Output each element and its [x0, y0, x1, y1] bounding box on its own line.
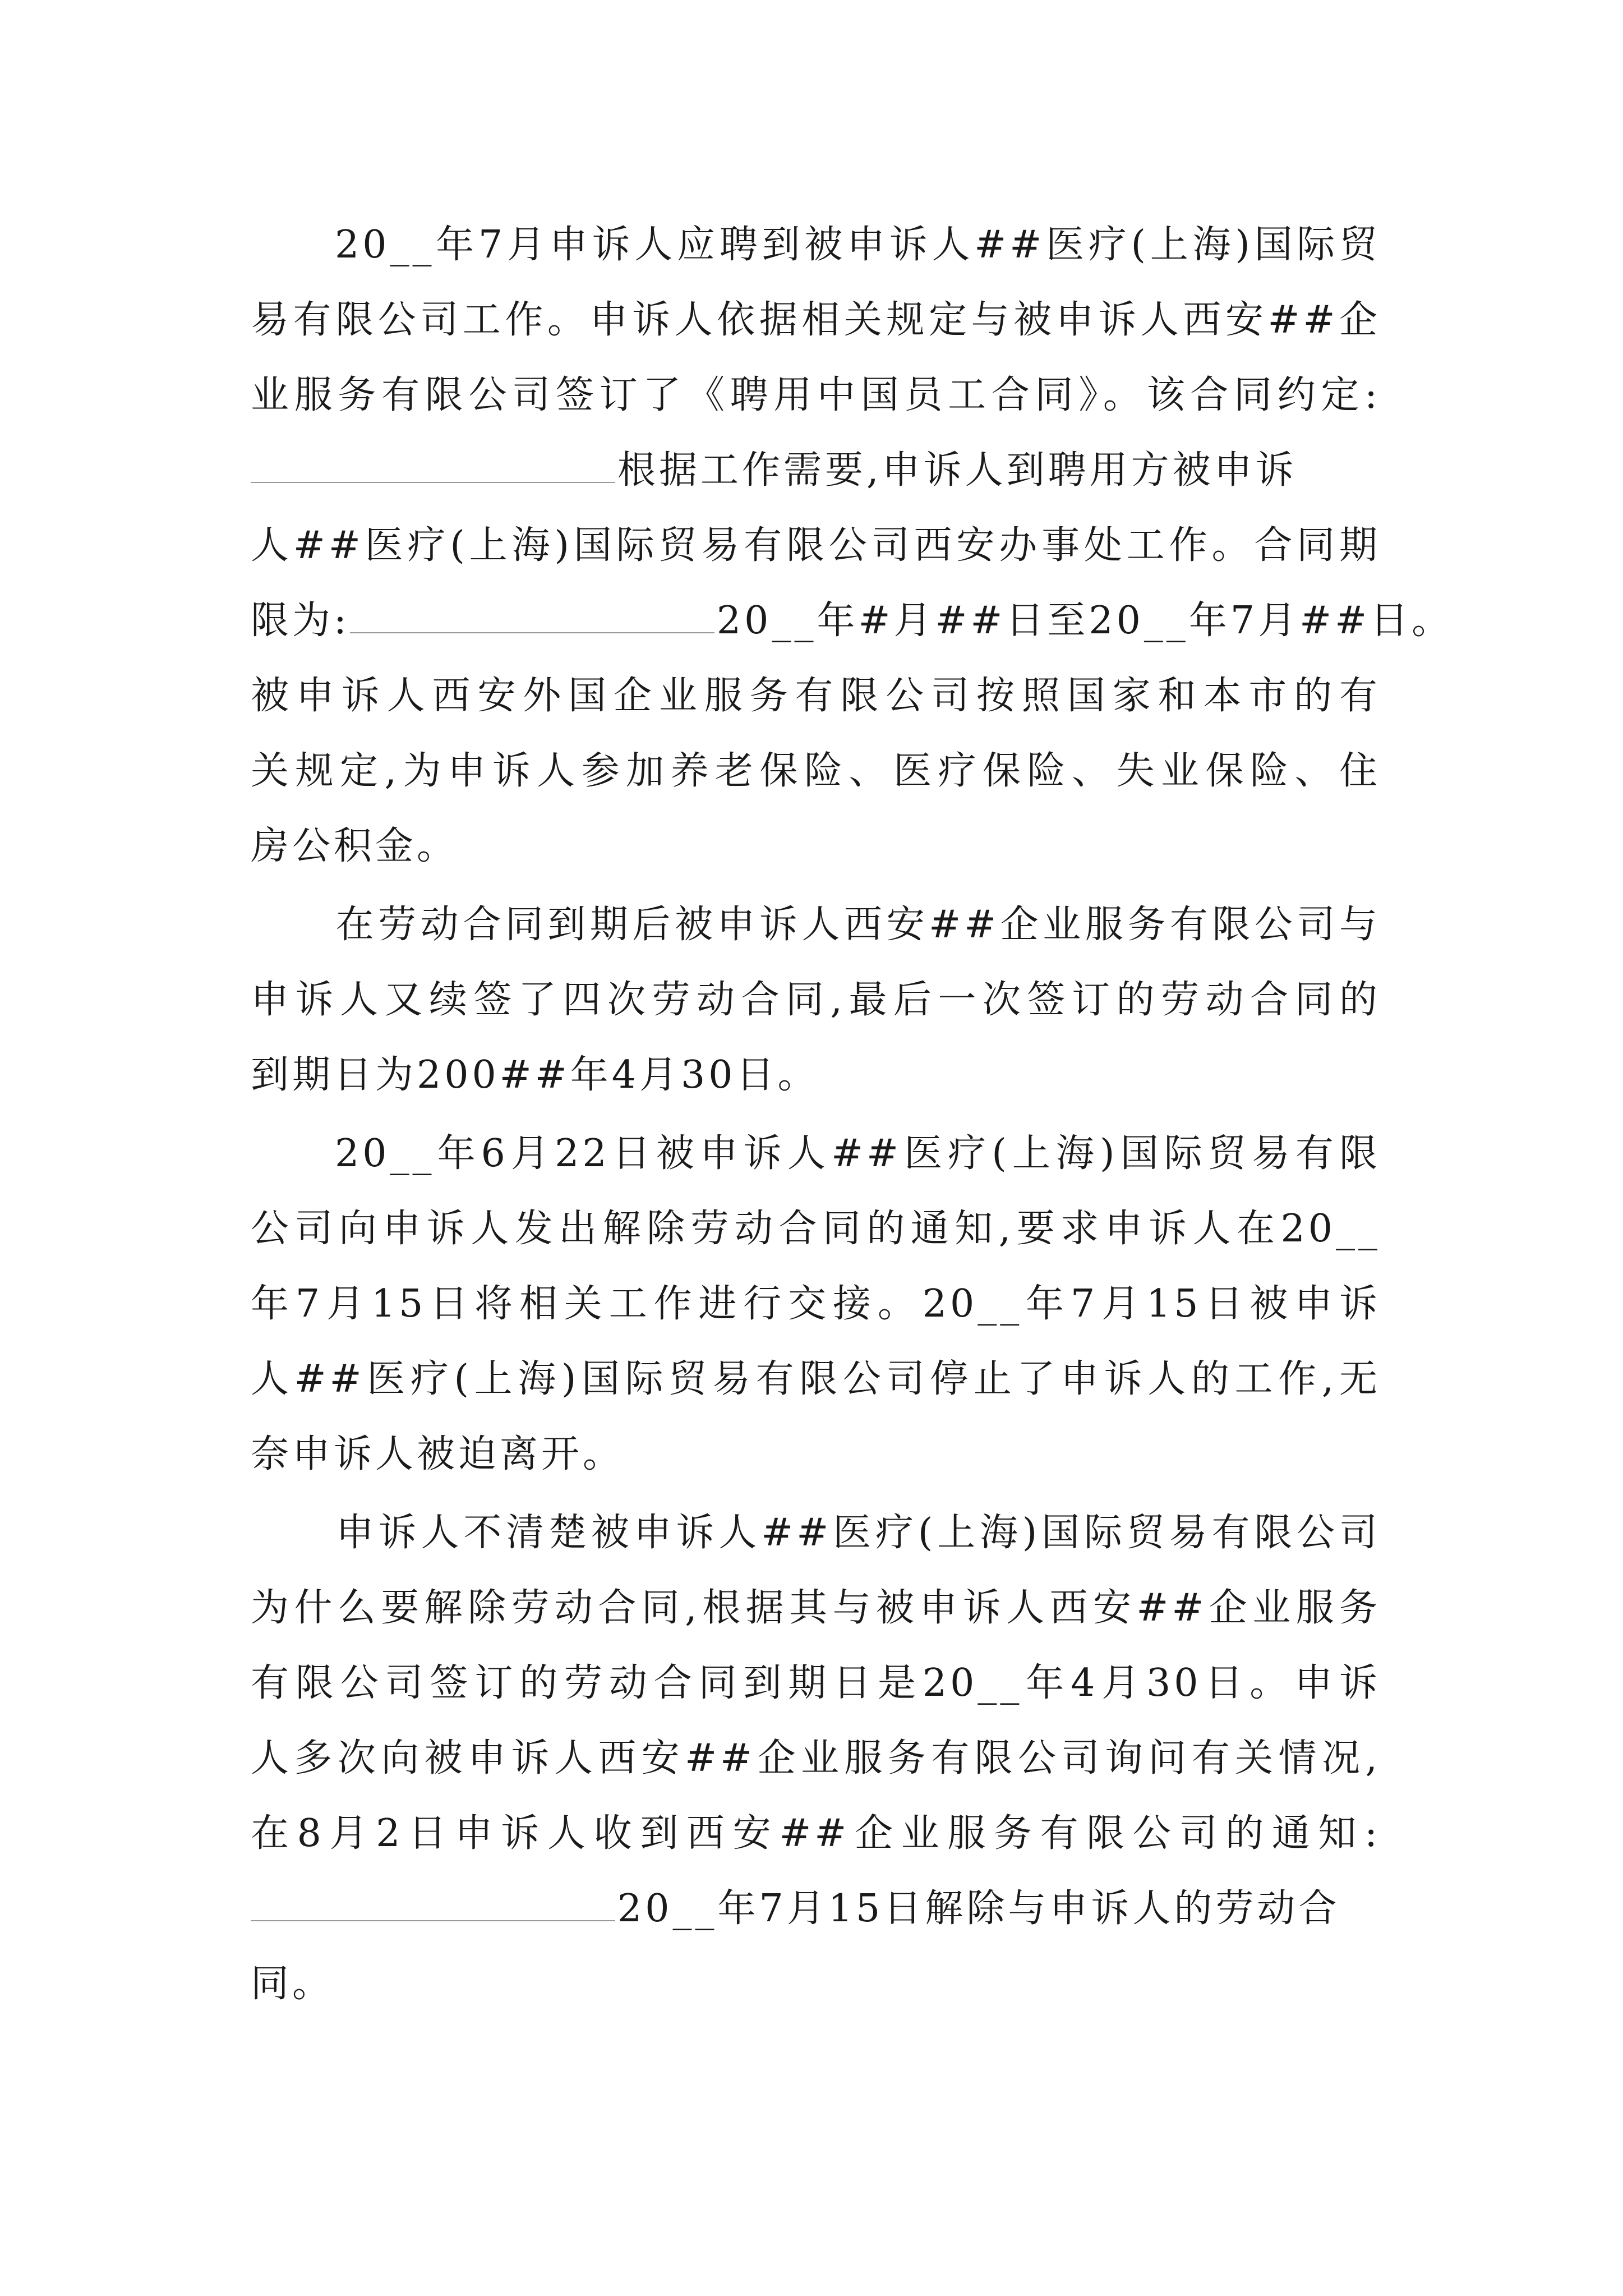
paragraph-2 — [251, 887, 1381, 1113]
text-line: 有限公司签订的劳动合同到期日是20__年4月30日。申诉 — [251, 1661, 1381, 1705]
text-line: 被申诉人西安外国企业服务有限公司按照国家和本市的有 — [251, 674, 1381, 718]
text-line: 关规定,为申诉人参加养老保险、医疗保险、失业保险、住 — [251, 749, 1381, 793]
text-line: 人##医疗(上海)国际贸易有限公司西安办事处工作。合同期 — [251, 523, 1381, 568]
text-line: 20__年6月22日被申诉人##医疗(上海)国际贸易有限 — [335, 1131, 1381, 1176]
fill-in-blank — [350, 599, 714, 633]
document-body — [251, 208, 1454, 2022]
text-line: 为什么要解除劳动合同,根据其与被申诉人西安##企业服务 — [251, 1586, 1381, 1630]
fill-in-blank — [251, 1887, 615, 1921]
text-line: 易有限公司工作。申诉人依据相关规定与被申诉人西安##企 — [251, 298, 1381, 342]
text-line: 根据工作需要,申诉人到聘用方被申诉 — [251, 433, 1381, 508]
text-line: 限为: 20__年#月##日至20__年7月##日。 — [251, 599, 1454, 643]
text-line: 申诉人不清楚被申诉人##医疗(上海)国际贸易有限公司 — [335, 1511, 1381, 1555]
paragraph-3 — [251, 1116, 1381, 1492]
text-line: 业服务有限公司签订了《聘用中国员工合同》。该合同约定: — [251, 373, 1381, 417]
text-line: 在8月2日申诉人收到西安##企业服务有限公司的通知: — [251, 1811, 1381, 1856]
text-line: 人多次向被申诉人西安##企业服务有限公司询问有关情况, — [251, 1736, 1381, 1780]
text-line: 同。 — [251, 1962, 334, 2006]
paragraph-1 — [251, 208, 1454, 884]
text-line: 公司向申诉人发出解除劳动合同的通知,要求申诉人在20__ — [251, 1207, 1381, 1251]
text-line: 年7月15日将相关工作进行交接。20__年7月15日被申诉 — [251, 1282, 1381, 1326]
text-line: 20__年7月申诉人应聘到被申诉人##医疗(上海)国际贸 — [335, 223, 1381, 267]
text-line: 房公积金。 — [251, 824, 459, 868]
text-line: 申诉人又续签了四次劳动合同,最后一次签订的劳动合同的 — [251, 978, 1381, 1022]
text-line: 人##医疗(上海)国际贸易有限公司停止了申诉人的工作,无 — [251, 1357, 1381, 1401]
text-line: 奈申诉人被迫离开。 — [251, 1432, 625, 1476]
fill-in-blank — [251, 448, 615, 483]
text-line: 在劳动合同到期后被申诉人西安##企业服务有限公司与 — [335, 903, 1381, 947]
text-line: 20__年7月15日解除与申诉人的劳动合 — [251, 1871, 1381, 1947]
paragraph-4 — [251, 1496, 1381, 2022]
text-line: 到期日为200##年4月30日。 — [251, 1053, 819, 1097]
